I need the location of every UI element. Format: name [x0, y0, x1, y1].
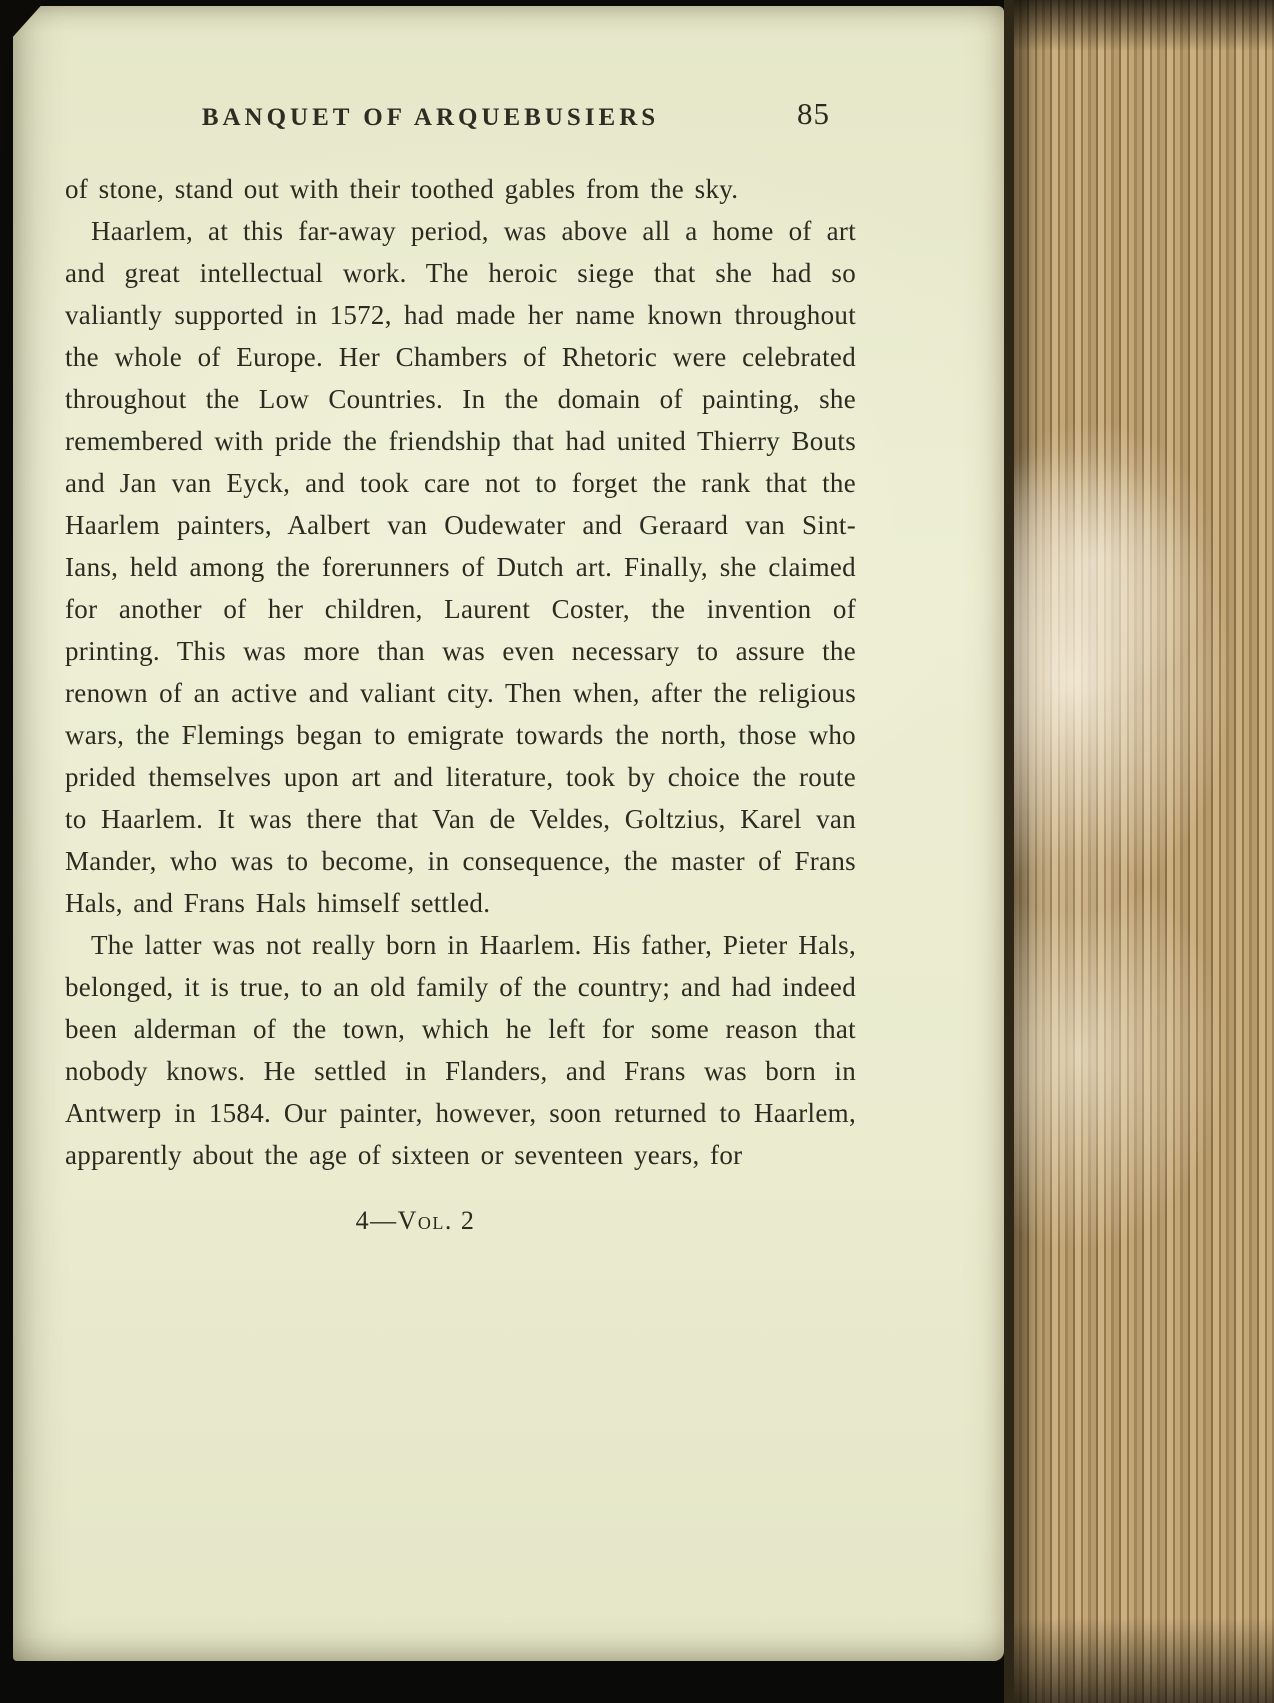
book-page — [13, 6, 1004, 1661]
paragraph-haarlem: Haarlem, at this far-away period, was above all a home of art and great intellectual work. The heroic siege that she had so valiantly supported in 1572, had made her name known throughout the whole of Europe. Her Chambers of Rhetoric were celebrated throughout the Low Countries. In the domain of painting, she remembered with pride the friendship that had united Thierry Bouts and Jan van Eyck, and took care not to forget the rank that the Haarlem painters, Aalbert van Oudewater and Geraard van Sint-Ians, held among the forerunners of Dutch art. Finally, she claimed for another of her children, Laurent Coster, the invention of printing. This was more than was even necessary to assure the renown of an active and valiant city. Then when, after the religious wars, the Flemings began to emigrate towards the north, those who prided themselves upon art and literature, took by choice the route to Haarlem. It was there that Van de Veldes, Goltzius, Karel van Mander, who was to become, in consequence, the master of Frans Hals, and Frans Hals himself settled. — [65, 216, 856, 918]
paragraph-continuation: of stone, stand out with their toothed gables from the sky. — [65, 174, 739, 204]
page-body — [65, 168, 856, 1176]
book-page-edges — [1004, 0, 1274, 1703]
page-number: 85 — [797, 96, 830, 131]
running-title: BANQUET OF ARQUEBUSIERS — [201, 104, 660, 131]
paragraph-frans-hals: The latter was not really born in Haarlem. His father, Pieter Hals, belonged, it is true, to an old family of the country; and had indeed been alderman of the town, which he left for some reason that nobody knows. He settled in Flanders, and Frans was born in Antwerp in 1584. Our painter, however, soon returned to Haarlem, apparently about the age of sixteen or seventeen years, for — [65, 930, 856, 1170]
page-header — [65, 96, 856, 146]
volume-signature: 4—Vol. 2 — [355, 1206, 476, 1235]
